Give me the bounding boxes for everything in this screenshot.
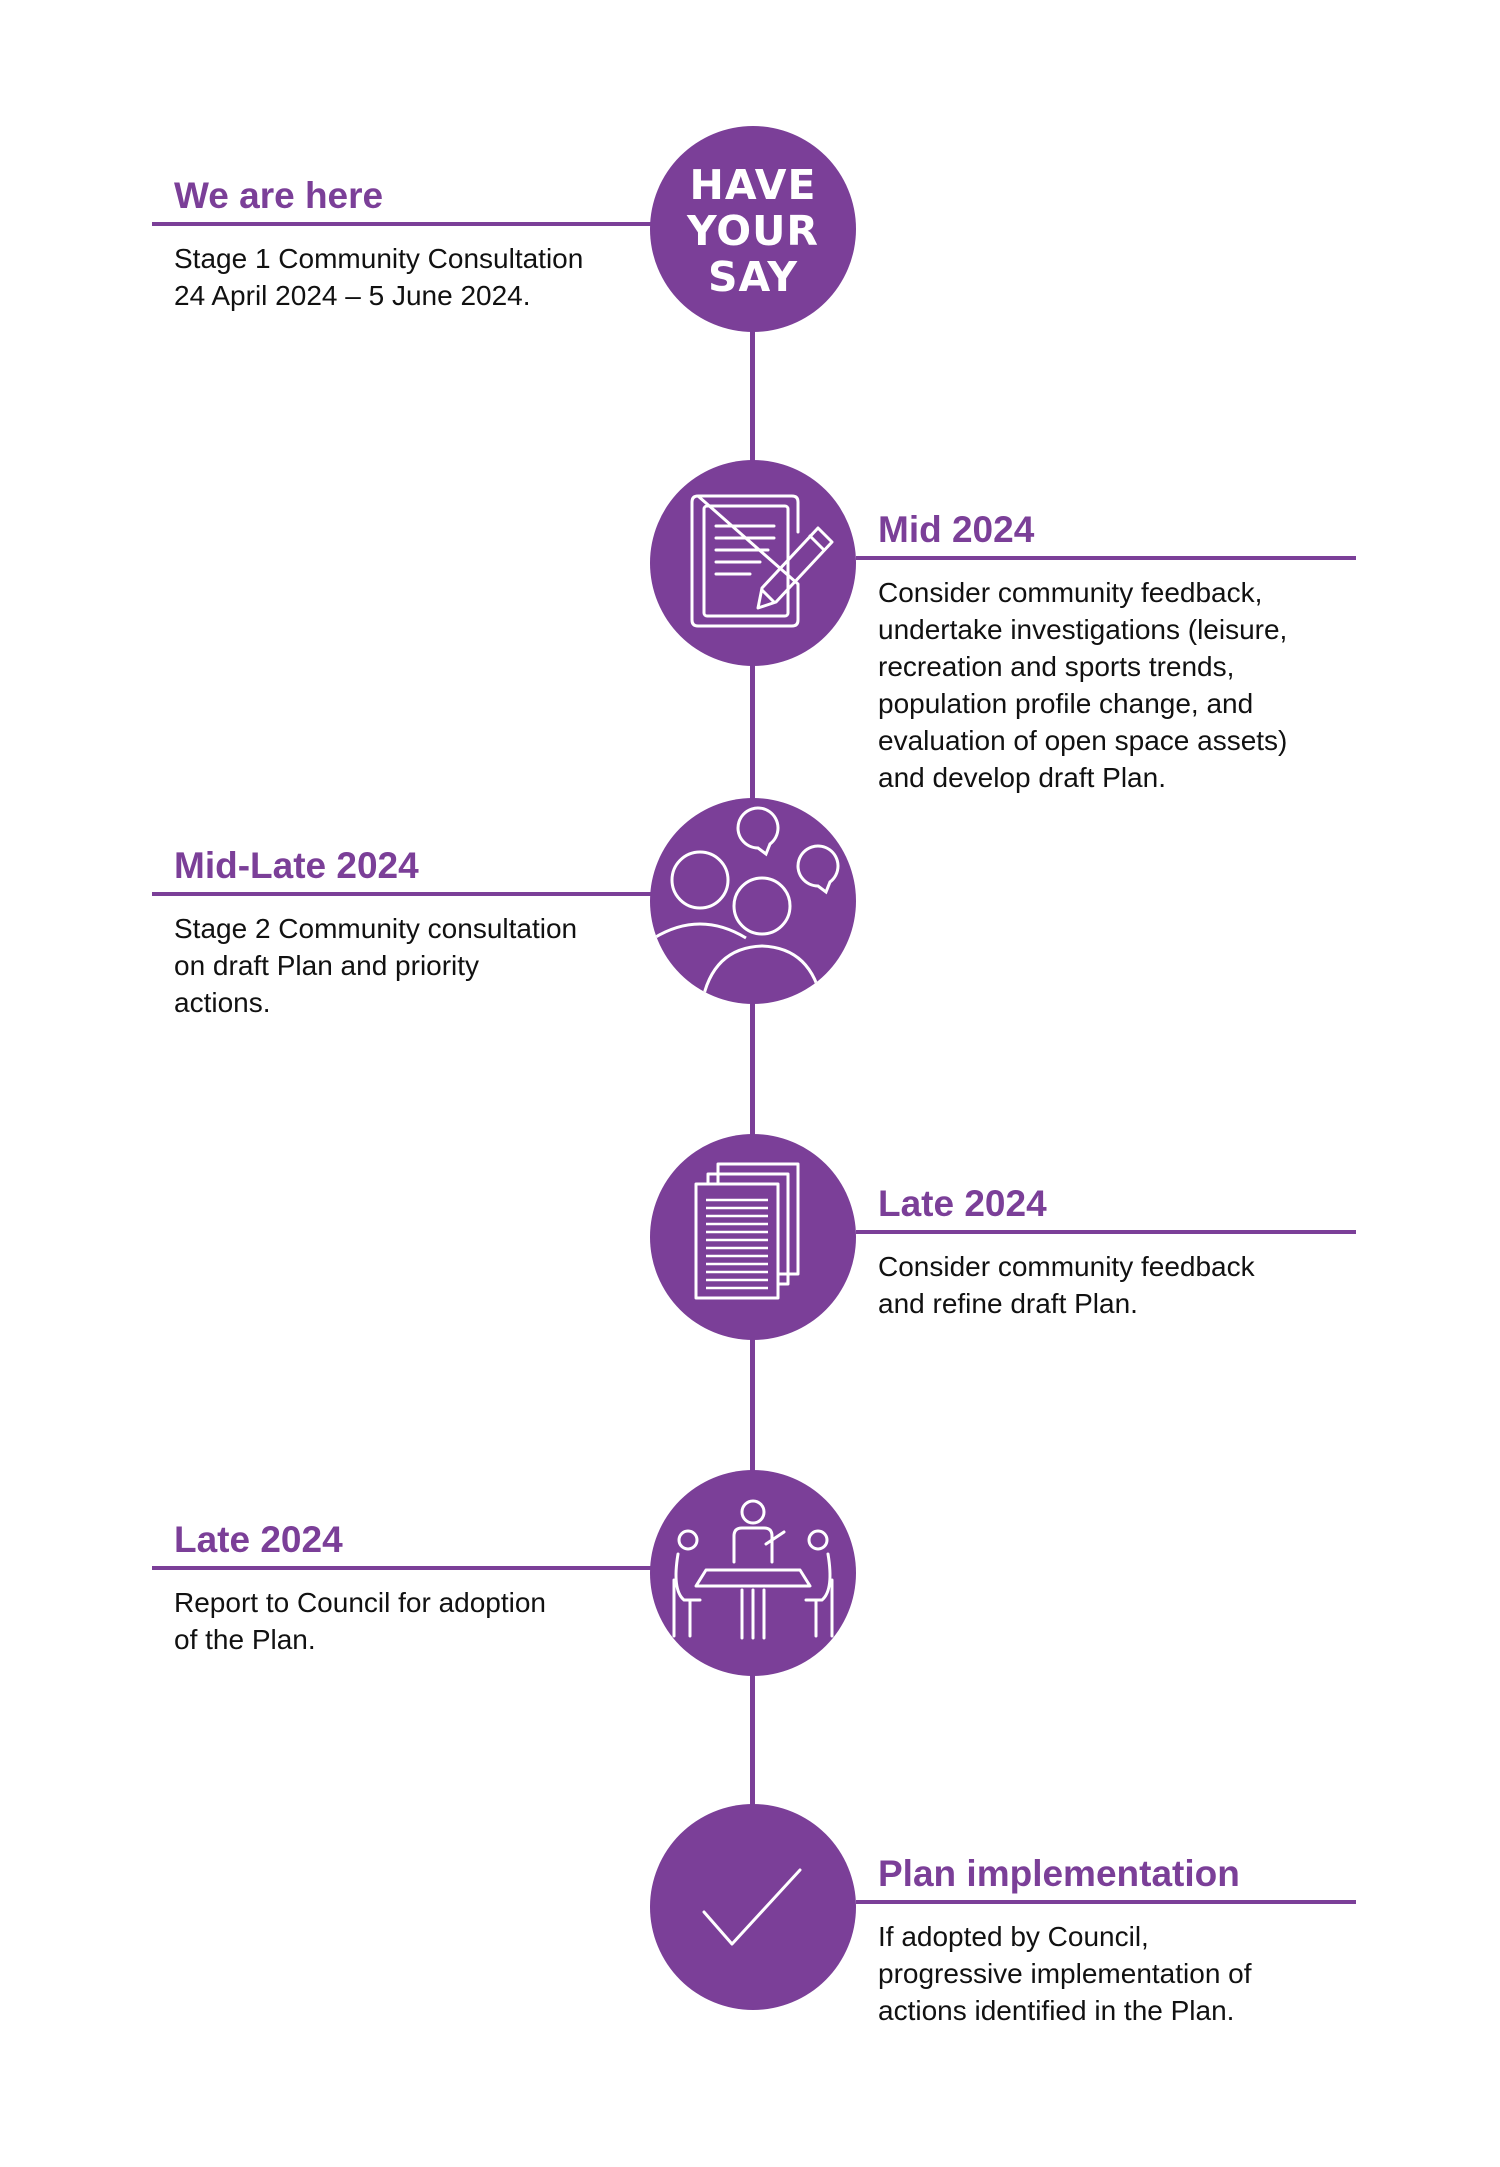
stage-2-description: Consider community feedback, undertake investigations (leisure, recreation and sports trends, population profile change, and evaluation of open space assets) and develop draft Plan. (878, 577, 1288, 793)
stage-4-description: Consider community feedback and refine draft Plan. (878, 1251, 1255, 1319)
stage-6-label (856, 1852, 1356, 2029)
stage-6-circle (650, 1804, 856, 2010)
stage-1-label (152, 174, 652, 314)
stage-3-title: Mid-Late 2024 (174, 845, 419, 886)
stage-2-title: Mid 2024 (878, 509, 1035, 550)
stage-4-title: Late 2024 (878, 1183, 1047, 1224)
stage-2-circle (650, 460, 856, 666)
people-speech-bubbles-icon (650, 798, 856, 1004)
document-pen-icon (650, 460, 856, 666)
stage-1-description: Stage 1 Community Consultation 24 April 2024 – 5 June 2024. (174, 243, 584, 311)
stage-1-title: We are here (174, 175, 384, 216)
stage-3-circle (650, 798, 856, 1004)
stage-3-label (152, 844, 652, 1021)
stage-3-rule (152, 892, 652, 896)
stage-1-rule (152, 222, 652, 226)
stage-5-title: Late 2024 (174, 1519, 343, 1560)
meeting-table-icon (650, 1470, 856, 1676)
have-your-say-badge (650, 126, 856, 332)
stage-2-label (856, 508, 1356, 796)
stage-6-rule (856, 1900, 1356, 1904)
stage-6-description: If adopted by Council, progressive implementation of actions identified in the Plan. (878, 1921, 1252, 2026)
stage-5-rule (152, 1566, 652, 1570)
stage-4-label (856, 1182, 1356, 1322)
stage-5-circle (650, 1470, 856, 1676)
stage-4-circle (650, 1134, 856, 1340)
badge-text: HAVE YOUR SAY (687, 161, 819, 301)
stage-3-description: Stage 2 Community consultation on draft Plan and priority actions. (174, 913, 578, 1018)
stage-5-label (152, 1518, 652, 1658)
stage-5-description: Report to Council for adoption of the Plan. (174, 1587, 546, 1655)
stage-6-title: Plan implementation (878, 1853, 1240, 1894)
stage-4-rule (856, 1230, 1356, 1234)
stage-2-rule (856, 556, 1356, 560)
checkmark-icon (650, 1804, 856, 2010)
stacked-documents-icon (650, 1134, 856, 1340)
